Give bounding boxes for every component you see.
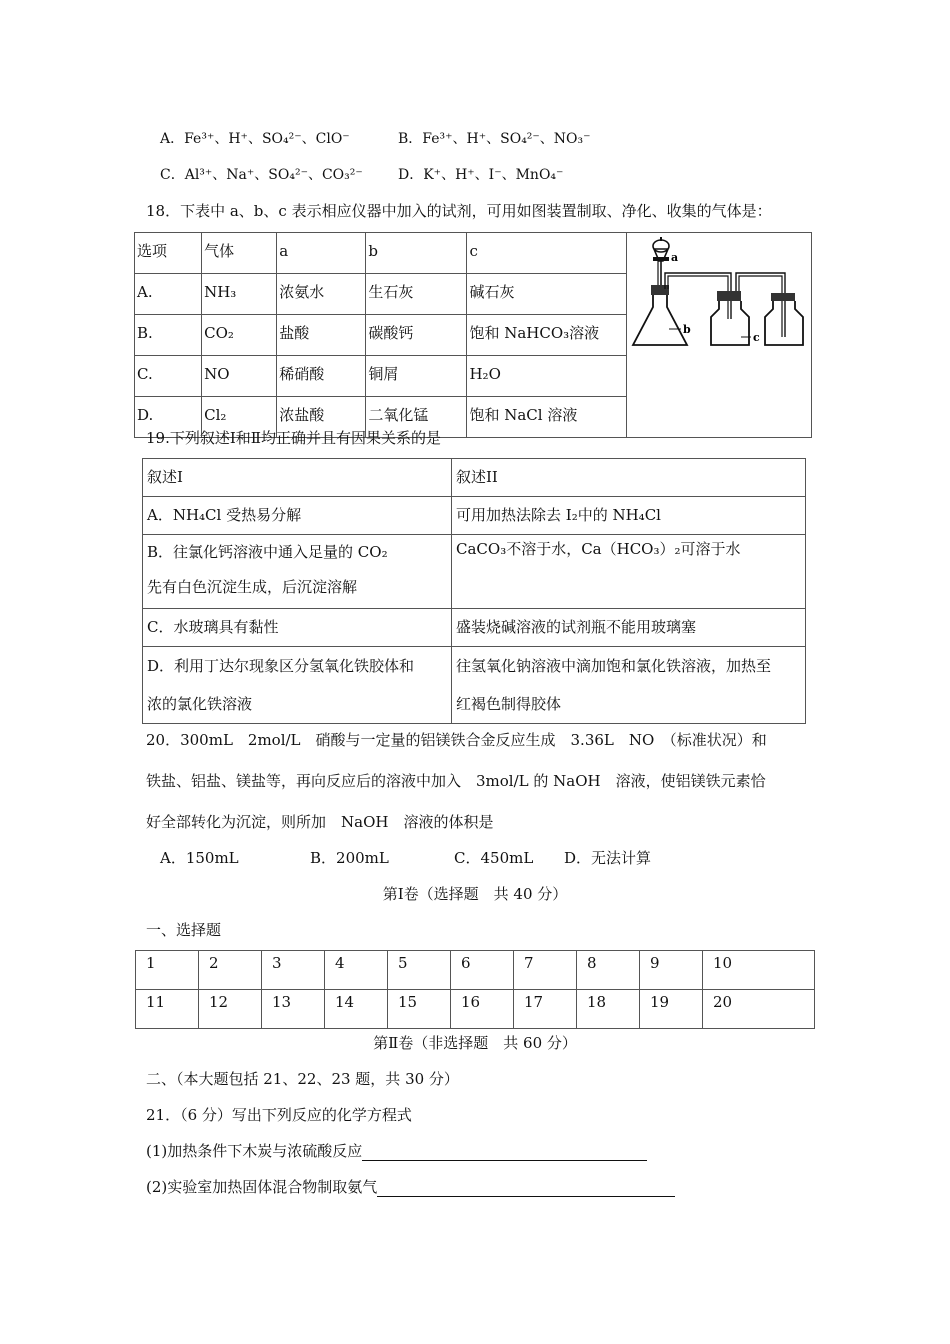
bottle-1-stopper: [717, 291, 741, 301]
q17-option-b: B．Fe³⁺、H⁺、SO₄²⁻、NO₃⁻: [398, 131, 591, 147]
answer-cell: 18: [577, 990, 640, 1029]
q18-header-b: b: [366, 233, 467, 274]
q18-header-option: 选项: [135, 233, 202, 274]
answer-cell: 6: [451, 951, 514, 990]
q18-header-c: c: [467, 233, 626, 274]
q18-row-c-gas: NO: [202, 356, 277, 397]
answer-cell: 17: [514, 990, 577, 1029]
connecting-tube-2: [736, 273, 785, 337]
q19-row-b-col1: B．往氯化钙溶液中通入足量的 CO₂ 先有白色沉淀生成，后沉淀溶解: [143, 535, 452, 609]
answer-cell: 15: [388, 990, 451, 1029]
q18-header-gas: 气体: [202, 233, 277, 274]
q18-row-d-b: 二氧化锰: [366, 397, 467, 438]
q18-row-c-c: H₂O: [467, 356, 626, 397]
q18-row-a-a: 浓氨水: [277, 274, 366, 315]
q21-item-1-text: (1)加热条件下木炭与浓硫酸反应: [146, 1142, 363, 1160]
q18-header-a: a: [277, 233, 366, 274]
answer-cell: 12: [199, 990, 262, 1029]
q18-row-b-a: 盐酸: [277, 315, 366, 356]
answer-cell: 13: [262, 990, 325, 1029]
q21-item-1: [146, 1140, 647, 1161]
flask-stopper: [651, 285, 669, 295]
q18-row-b-option: B.: [135, 315, 202, 356]
q18-table: [134, 232, 812, 438]
q19-stem: 19.下列叙述Ⅰ和Ⅱ均正确并且有因果关系的是: [146, 429, 441, 447]
q18-row-c-option: C.: [135, 356, 202, 397]
q18-row-c-b: 铜屑: [366, 356, 467, 397]
answer-cell: 1: [136, 951, 199, 990]
gas-apparatus-figure: [627, 233, 811, 423]
q21-stem: 21．（6 分）写出下列反应的化学方程式: [146, 1106, 412, 1124]
q19-row-c-col1: C．水玻璃具有黏性: [143, 609, 452, 647]
answer-cell: 19: [640, 990, 703, 1029]
q19-row-b-col2: CaCO₃不溶于水，Ca（HCO₃）₂可溶于水: [452, 535, 806, 609]
q18-row-a-option: A.: [135, 274, 202, 315]
label-a: a: [670, 251, 678, 264]
q19-row-d-col2: 往氢氧化钠溶液中滴加饱和氯化铁溶液，加热至 红褐色制得胶体: [452, 647, 806, 724]
q18-row-d-gas: Cl₂: [202, 397, 277, 438]
separatory-funnel-icon: [653, 240, 669, 252]
q21-item-2: [146, 1176, 675, 1197]
q18-row-a-b: 生石灰: [366, 274, 467, 315]
q17-option-c: C．Al³⁺、Na⁺、SO₄²⁻、CO₃²⁻: [160, 167, 363, 183]
answer-cell: 2: [199, 951, 262, 990]
q18-row-d-c: 饱和 NaCl 溶液: [467, 397, 626, 438]
q17-option-a: A．Fe³⁺、H⁺、SO₄²⁻、ClO⁻: [160, 131, 350, 147]
label-c: c: [752, 331, 760, 344]
answer-cell: 8: [577, 951, 640, 990]
answer-cell: 10: [703, 951, 815, 990]
label-b: b: [682, 323, 691, 336]
q18-row-b-gas: CO₂: [202, 315, 277, 356]
section-1-title: 第Ⅰ卷（选择题 共 40 分）: [382, 885, 568, 903]
q19-row-d-col1: D．利用丁达尔现象区分氢氧化铁胶体和 浓的氯化铁溶液: [143, 647, 452, 724]
q21-item-1-answer-line[interactable]: [362, 1142, 647, 1161]
q18-row-b-c: 饱和 NaHCO₃溶液: [467, 315, 626, 356]
q18-row-a-gas: NH₃: [202, 274, 277, 315]
answer-cell: 4: [325, 951, 388, 990]
wash-bottle-icon: [711, 301, 749, 345]
section-2-title: 第Ⅱ卷（非选择题 共 60 分）: [373, 1034, 577, 1052]
q19-header-1: 叙述Ⅰ: [143, 459, 452, 497]
q18-stem: 18．下表中 a、b、c 表示相应仪器中加入的试剂，可用如图装置制取、净化、收集的气体是：: [146, 202, 772, 220]
q21-item-2-text: (2)实验室加热固体混合物制取氨气: [146, 1178, 378, 1196]
q20-line-2: 铁盐、铝盐、镁盐等，再向反应后的溶液中加入 3mol/L 的 NaOH 溶液，使铝镁铁元素恰: [146, 772, 766, 790]
conical-flask-icon: [633, 295, 687, 345]
q17-option-d: D．K⁺、H⁺、I⁻、MnO₄⁻: [398, 167, 564, 183]
q18-row-c-a: 稀硝酸: [277, 356, 366, 397]
q19-row-a-col1: A．NH₄Cl 受热易分解: [143, 497, 452, 535]
q19-row-a-col2: 可用加热法除去 I₂中的 NH₄Cl: [452, 497, 806, 535]
answer-cell: 7: [514, 951, 577, 990]
q19-table: [142, 458, 806, 724]
q20-line-1: 20．300mL 2mol/L 硝酸与一定量的铝镁铁合金反应生成 3.36L NO （标准状况）和: [146, 731, 767, 749]
q19-row-c-col2: 盛装烧碱溶液的试剂瓶不能用玻璃塞: [452, 609, 806, 647]
q20-option-c: C．450mL: [454, 849, 534, 867]
bottle-2-stopper: [771, 293, 795, 301]
q19-header-2: 叙述ⅠⅠ: [452, 459, 806, 497]
answer-grid: [135, 950, 815, 1029]
q20-line-3: 好全部转化为沉淀，则所加 NaOH 溶液的体积是: [146, 813, 494, 831]
q20-option-b: B．200mL: [310, 849, 389, 867]
part-1-label: 一、选择题: [146, 921, 222, 939]
answer-cell: 14: [325, 990, 388, 1029]
q21-item-2-answer-line[interactable]: [377, 1178, 675, 1197]
q18-row-a-c: 碱石灰: [467, 274, 626, 315]
answer-cell: 3: [262, 951, 325, 990]
answer-cell: 20: [703, 990, 815, 1029]
collecting-bottle-icon: [765, 301, 803, 345]
q18-row-b-b: 碳酸钙: [366, 315, 467, 356]
part-2-label: 二、（本大题包括 21、22、23 题，共 30 分）: [146, 1070, 459, 1088]
q20-option-a: A．150mL: [160, 849, 239, 867]
answer-cell: 5: [388, 951, 451, 990]
answer-cell: 16: [451, 990, 514, 1029]
q18-row-d-option: D.: [135, 397, 202, 438]
answer-cell: 9: [640, 951, 703, 990]
q18-row-d-a: 浓盐酸: [277, 397, 366, 438]
apparatus-cell: [626, 233, 811, 438]
answer-cell: 11: [136, 990, 199, 1029]
q20-option-d: D．无法计算: [564, 849, 652, 867]
